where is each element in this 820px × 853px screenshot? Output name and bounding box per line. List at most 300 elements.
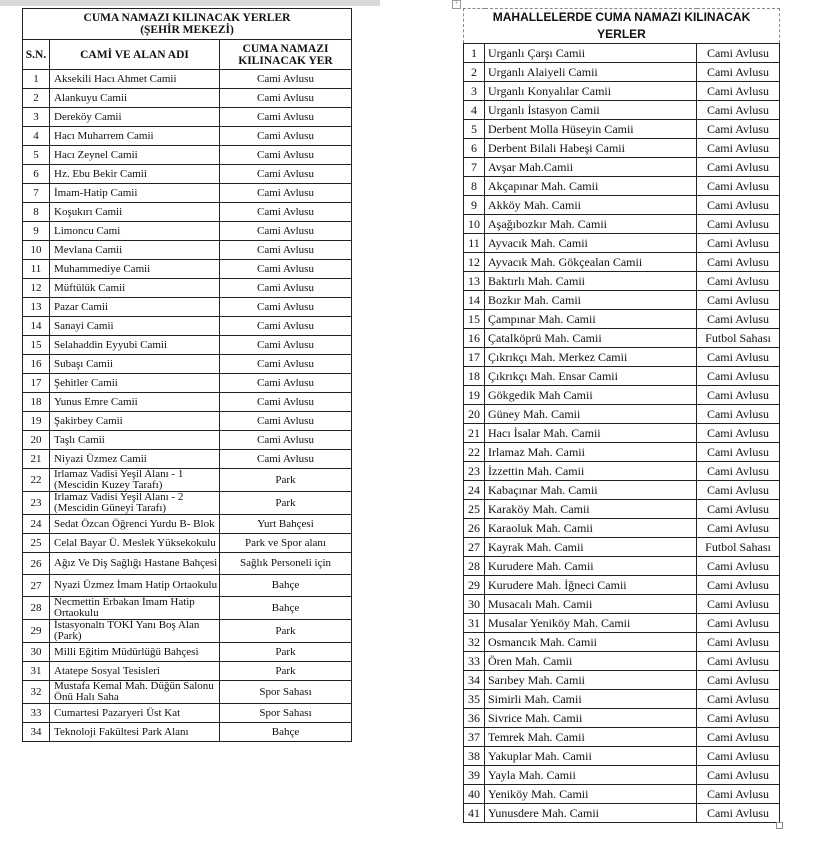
- table-row: [464, 101, 780, 120]
- location-name: Mustafa Kemal Mah. Düğün Salonu Önü Halı Saha: [50, 681, 220, 704]
- location-name: Cumartesi Pazaryeri Üst Kat: [50, 704, 220, 723]
- prayer-place: Cami Avlusu: [697, 500, 780, 519]
- table-row: [23, 127, 352, 146]
- row-number: 5: [23, 146, 50, 165]
- table-row: [23, 279, 352, 298]
- table-row: [23, 241, 352, 260]
- location-name: Yunusdere Mah. Camii: [485, 804, 697, 823]
- row-number: 35: [464, 690, 485, 709]
- row-number: 28: [464, 557, 485, 576]
- location-name: Kabaçınar Mah. Camii: [485, 481, 697, 500]
- table-row: [464, 576, 780, 595]
- right-table-title: [464, 9, 780, 44]
- location-name: İzzettin Mah. Camii: [485, 462, 697, 481]
- prayer-place: Cami Avlusu: [697, 310, 780, 329]
- table-row: [464, 595, 780, 614]
- row-number: 7: [464, 158, 485, 177]
- table-row: [23, 70, 352, 89]
- table-row: [23, 492, 352, 515]
- prayer-place: Cami Avlusu: [697, 177, 780, 196]
- location-name: İmam-Hatip Camii: [50, 184, 220, 203]
- prayer-place: Cami Avlusu: [697, 747, 780, 766]
- table-row: [464, 215, 780, 234]
- prayer-place: Cami Avlusu: [697, 158, 780, 177]
- right-title-line1: MAHALLELERDE CUMA NAMAZI KILINACAK: [492, 10, 751, 24]
- row-number: 18: [464, 367, 485, 386]
- prayer-place: Cami Avlusu: [697, 215, 780, 234]
- prayer-place: Park: [220, 662, 352, 681]
- table-row: [23, 374, 352, 393]
- prayer-place: Cami Avlusu: [220, 355, 352, 374]
- location-name: Hz. Ebu Bekir Camii: [50, 165, 220, 184]
- prayer-place: Cami Avlusu: [697, 63, 780, 82]
- table-row: [23, 336, 352, 355]
- prayer-place: Cami Avlusu: [697, 576, 780, 595]
- prayer-place: Cami Avlusu: [697, 405, 780, 424]
- row-number: 22: [23, 469, 50, 492]
- row-number: 1: [23, 70, 50, 89]
- row-number: 24: [464, 481, 485, 500]
- row-number: 14: [23, 317, 50, 336]
- neighborhood-table: [463, 8, 780, 823]
- location-name: Şakirbey Camii: [50, 412, 220, 431]
- prayer-place: Sağlık Personeli için: [220, 553, 352, 575]
- table-row: [23, 355, 352, 374]
- row-number: 34: [23, 723, 50, 742]
- location-name: Sanayi Camii: [50, 317, 220, 336]
- table-row: [464, 652, 780, 671]
- table-row: [464, 386, 780, 405]
- prayer-place: Cami Avlusu: [220, 184, 352, 203]
- table-row: [23, 108, 352, 127]
- row-number: 5: [464, 120, 485, 139]
- prayer-place: Cami Avlusu: [697, 82, 780, 101]
- location-name: Taşlı Camii: [50, 431, 220, 450]
- prayer-place: Cami Avlusu: [697, 120, 780, 139]
- table-row: [464, 310, 780, 329]
- row-number: 29: [23, 620, 50, 643]
- row-number: 1: [464, 44, 485, 63]
- row-number: 29: [464, 576, 485, 595]
- location-name: Urganlı Konyalılar Camii: [485, 82, 697, 101]
- prayer-place: Cami Avlusu: [697, 234, 780, 253]
- table-row: [464, 272, 780, 291]
- table-row: [464, 690, 780, 709]
- location-name: Ağız Ve Diş Sağlığı Hastane Bahçesi: [50, 553, 220, 575]
- location-name: Kurudere Mah. İğneci Camii: [485, 576, 697, 595]
- table-row: [23, 681, 352, 704]
- table-row: [464, 196, 780, 215]
- prayer-place: Cami Avlusu: [220, 146, 352, 165]
- prayer-place: Cami Avlusu: [220, 450, 352, 469]
- prayer-place: Park: [220, 469, 352, 492]
- row-number: 17: [23, 374, 50, 393]
- row-number: 7: [23, 184, 50, 203]
- header-place: [220, 40, 352, 70]
- prayer-place: Cami Avlusu: [697, 367, 780, 386]
- header-place-line2: KILINACAK YER: [238, 54, 333, 67]
- table-row: [464, 443, 780, 462]
- table-row: [23, 620, 352, 643]
- row-number: 30: [23, 643, 50, 662]
- table-row: [23, 643, 352, 662]
- table-row: [464, 462, 780, 481]
- prayer-place: Bahçe: [220, 723, 352, 742]
- table-row: [23, 393, 352, 412]
- left-title-line1: CUMA NAMAZI KILINACAK YERLER: [83, 12, 291, 24]
- location-name: İstasyonaltı TOKİ Yanı Boş Alan (Park): [50, 620, 220, 643]
- prayer-place: Cami Avlusu: [697, 196, 780, 215]
- prayer-place: Park: [220, 643, 352, 662]
- table-row: [23, 298, 352, 317]
- prayer-place: Cami Avlusu: [697, 519, 780, 538]
- location-name: Yunus Emre Camii: [50, 393, 220, 412]
- table-row: [464, 633, 780, 652]
- prayer-place: Park: [220, 620, 352, 643]
- location-name: Karaoluk Mah. Camii: [485, 519, 697, 538]
- table-row: [464, 234, 780, 253]
- location-name: Ören Mah. Camii: [485, 652, 697, 671]
- table-row: [23, 89, 352, 108]
- prayer-place: Cami Avlusu: [220, 70, 352, 89]
- prayer-place: Cami Avlusu: [697, 671, 780, 690]
- prayer-place: Cami Avlusu: [697, 557, 780, 576]
- location-name: Niyazi Üzmez Camii: [50, 450, 220, 469]
- table-row: [23, 203, 352, 222]
- row-number: 10: [464, 215, 485, 234]
- row-number: 11: [23, 260, 50, 279]
- header-name: CAMİ VE ALAN ADI: [50, 40, 220, 70]
- prayer-place: Cami Avlusu: [697, 424, 780, 443]
- prayer-place: Cami Avlusu: [220, 203, 352, 222]
- prayer-place: Cami Avlusu: [220, 412, 352, 431]
- table-row: [464, 481, 780, 500]
- row-number: 13: [23, 298, 50, 317]
- row-number: 17: [464, 348, 485, 367]
- location-name: Milli Eğitim Müdürlüğü Bahçesi: [50, 643, 220, 662]
- table-row: [464, 253, 780, 272]
- table-row: [23, 597, 352, 620]
- table-row: [464, 82, 780, 101]
- row-number: 32: [23, 681, 50, 704]
- location-name: Sivrice Mah. Camii: [485, 709, 697, 728]
- prayer-place: Cami Avlusu: [697, 139, 780, 158]
- row-number: 8: [464, 177, 485, 196]
- location-name: Derbent Molla Hüseyin Camii: [485, 120, 697, 139]
- row-number: 15: [464, 310, 485, 329]
- prayer-place: Cami Avlusu: [697, 766, 780, 785]
- location-name: Celal Bayar Ü. Meslek Yüksekokulu: [50, 534, 220, 553]
- location-name: Akköy Mah. Camii: [485, 196, 697, 215]
- row-number: 22: [464, 443, 485, 462]
- location-name: Simirli Mah. Camii: [485, 690, 697, 709]
- table-row: [23, 431, 352, 450]
- location-name: Irlamaz Mah. Camii: [485, 443, 697, 462]
- prayer-place: Park ve Spor alanı: [220, 534, 352, 553]
- prayer-place: Cami Avlusu: [697, 690, 780, 709]
- header-sn: S.N.: [23, 40, 50, 70]
- prayer-place: Cami Avlusu: [220, 393, 352, 412]
- table-row: [23, 317, 352, 336]
- location-name: Müftülük Camii: [50, 279, 220, 298]
- row-number: 18: [23, 393, 50, 412]
- location-name: Çampınar Mah. Camii: [485, 310, 697, 329]
- location-name: Sarıbey Mah. Camii: [485, 671, 697, 690]
- location-name: Şehitler Camii: [50, 374, 220, 393]
- location-name: Bozkır Mah. Camii: [485, 291, 697, 310]
- city-center-table: [22, 8, 352, 742]
- location-name: Irlamaz Vadisi Yeşil Alanı - 2 (Mescidin Güneyi Tarafı): [50, 492, 220, 515]
- location-name: Subaşı Camii: [50, 355, 220, 374]
- right-title-line2: YERLER: [597, 27, 646, 41]
- location-name: Ayvacık Mah. Gökçealan Camii: [485, 253, 697, 272]
- prayer-place: Cami Avlusu: [220, 108, 352, 127]
- location-name: Urganlı Alaiyeli Camii: [485, 63, 697, 82]
- table-row: [23, 575, 352, 597]
- row-number: 15: [23, 336, 50, 355]
- location-name: Hacı İsalar Mah. Camii: [485, 424, 697, 443]
- location-name: Ayvacık Mah. Camii: [485, 234, 697, 253]
- table-row: [464, 329, 780, 348]
- location-name: Yakuplar Mah. Camii: [485, 747, 697, 766]
- prayer-place: Cami Avlusu: [697, 253, 780, 272]
- prayer-place: Park: [220, 492, 352, 515]
- table-row: [464, 709, 780, 728]
- location-name: Çatalköprü Mah. Camii: [485, 329, 697, 348]
- row-number: 4: [464, 101, 485, 120]
- location-name: Urganlı Çarşı Camii: [485, 44, 697, 63]
- prayer-place: Cami Avlusu: [220, 298, 352, 317]
- prayer-place: Cami Avlusu: [697, 443, 780, 462]
- location-name: Selahaddin Eyyubi Camii: [50, 336, 220, 355]
- table-row: [23, 469, 352, 492]
- table-row: [23, 723, 352, 742]
- prayer-place: Cami Avlusu: [697, 386, 780, 405]
- prayer-place: Spor Sahası: [220, 704, 352, 723]
- prayer-place: Cami Avlusu: [697, 652, 780, 671]
- table-row: [464, 291, 780, 310]
- location-name: Koşukırı Camii: [50, 203, 220, 222]
- left-title-line2: (ŞEHİR MEKEZİ): [140, 24, 234, 36]
- row-number: 12: [23, 279, 50, 298]
- row-number: 20: [23, 431, 50, 450]
- prayer-place: Cami Avlusu: [697, 728, 780, 747]
- table-row: [464, 728, 780, 747]
- location-name: Aksekili Hacı Ahmet Camii: [50, 70, 220, 89]
- table-row: [464, 367, 780, 386]
- row-number: 31: [464, 614, 485, 633]
- row-number: 27: [23, 575, 50, 597]
- location-name: Atatepe Sosyal Tesisleri: [50, 662, 220, 681]
- row-number: 6: [23, 165, 50, 184]
- row-number: 41: [464, 804, 485, 823]
- prayer-place: Cami Avlusu: [697, 462, 780, 481]
- location-name: Sedat Özcan Öğrenci Yurdu B- Blok: [50, 515, 220, 534]
- row-number: 6: [464, 139, 485, 158]
- location-name: Muhammediye Camii: [50, 260, 220, 279]
- table-row: [464, 747, 780, 766]
- left-table-title: [23, 9, 352, 40]
- left-table-body: [23, 70, 352, 742]
- location-name: Avşar Mah.Camii: [485, 158, 697, 177]
- location-name: Dereköy Camii: [50, 108, 220, 127]
- prayer-place: Cami Avlusu: [697, 633, 780, 652]
- prayer-place: Cami Avlusu: [220, 374, 352, 393]
- table-row: [464, 804, 780, 823]
- location-name: Alankuyu Camii: [50, 89, 220, 108]
- prayer-place: Cami Avlusu: [220, 165, 352, 184]
- row-number: 32: [464, 633, 485, 652]
- table-row: [464, 177, 780, 196]
- row-number: 20: [464, 405, 485, 424]
- location-name: Osmancık Mah. Camii: [485, 633, 697, 652]
- prayer-place: Cami Avlusu: [697, 348, 780, 367]
- prayer-place: Cami Avlusu: [220, 222, 352, 241]
- table-row: [23, 662, 352, 681]
- row-number: 10: [23, 241, 50, 260]
- location-name: Aşağıbozkır Mah. Camii: [485, 215, 697, 234]
- table-move-handle-icon[interactable]: +: [452, 0, 461, 9]
- location-name: Limoncu Cami: [50, 222, 220, 241]
- row-number: 38: [464, 747, 485, 766]
- row-number: 3: [464, 82, 485, 101]
- location-name: Necmettin Erbakan İmam Hatip Ortaokulu: [50, 597, 220, 620]
- prayer-place: Cami Avlusu: [697, 595, 780, 614]
- table-row: [464, 348, 780, 367]
- row-number: 31: [23, 662, 50, 681]
- table-row: [464, 614, 780, 633]
- table-row: [23, 450, 352, 469]
- table-row: [464, 44, 780, 63]
- location-name: Musacalı Mah. Camii: [485, 595, 697, 614]
- right-table-body: [464, 44, 780, 823]
- prayer-place: Cami Avlusu: [697, 101, 780, 120]
- prayer-place: Bahçe: [220, 575, 352, 597]
- header-place-line1: CUMA NAMAZI: [242, 42, 329, 55]
- table-row: [464, 424, 780, 443]
- prayer-place: Cami Avlusu: [220, 241, 352, 260]
- location-name: Hacı Zeynel Camii: [50, 146, 220, 165]
- table-row: [23, 412, 352, 431]
- row-number: 25: [464, 500, 485, 519]
- location-name: Baktırlı Mah. Camii: [485, 272, 697, 291]
- row-number: 13: [464, 272, 485, 291]
- row-number: 37: [464, 728, 485, 747]
- row-number: 14: [464, 291, 485, 310]
- table-row: [23, 165, 352, 184]
- prayer-place: Futbol Sahası: [697, 329, 780, 348]
- prayer-place: Cami Avlusu: [697, 44, 780, 63]
- prayer-place: Cami Avlusu: [697, 785, 780, 804]
- prayer-place: Cami Avlusu: [220, 279, 352, 298]
- location-name: Pazar Camii: [50, 298, 220, 317]
- location-name: Akçapınar Mah. Camii: [485, 177, 697, 196]
- prayer-place: Cami Avlusu: [697, 291, 780, 310]
- table-row: [464, 671, 780, 690]
- prayer-place: Cami Avlusu: [220, 336, 352, 355]
- prayer-place: Bahçe: [220, 597, 352, 620]
- row-number: 33: [464, 652, 485, 671]
- row-number: 19: [23, 412, 50, 431]
- row-number: 28: [23, 597, 50, 620]
- table-row: [23, 704, 352, 723]
- row-number: 34: [464, 671, 485, 690]
- location-name: Karaköy Mah. Camii: [485, 500, 697, 519]
- table-row: [464, 120, 780, 139]
- table-resize-handle-icon[interactable]: [776, 822, 783, 829]
- prayer-place: Cami Avlusu: [220, 317, 352, 336]
- table-row: [464, 766, 780, 785]
- row-number: 16: [464, 329, 485, 348]
- location-name: Mevlana Camii: [50, 241, 220, 260]
- location-name: Musalar Yeniköy Mah. Camii: [485, 614, 697, 633]
- row-number: 9: [23, 222, 50, 241]
- location-name: Irlamaz Vadisi Yeşil Alanı - 1 (Mescidin Kuzey Tarafı): [50, 469, 220, 492]
- prayer-place: Spor Sahası: [220, 681, 352, 704]
- prayer-place: Cami Avlusu: [697, 272, 780, 291]
- table-row: [464, 139, 780, 158]
- row-number: 33: [23, 704, 50, 723]
- prayer-place: Yurt Bahçesi: [220, 515, 352, 534]
- table-row: [23, 146, 352, 165]
- row-number: 19: [464, 386, 485, 405]
- table-row: [464, 405, 780, 424]
- table-row: [464, 538, 780, 557]
- location-name: Teknoloji Fakültesi Park Alanı: [50, 723, 220, 742]
- prayer-place: Futbol Sahası: [697, 538, 780, 557]
- table-row: [23, 184, 352, 203]
- location-name: Kayrak Mah. Camii: [485, 538, 697, 557]
- row-number: 39: [464, 766, 485, 785]
- row-number: 30: [464, 595, 485, 614]
- top-bar-fragment: [0, 0, 380, 6]
- table-row: [464, 500, 780, 519]
- table-row: [464, 785, 780, 804]
- prayer-place: Cami Avlusu: [220, 431, 352, 450]
- row-number: 4: [23, 127, 50, 146]
- location-name: Urganlı İstasyon Camii: [485, 101, 697, 120]
- prayer-place: Cami Avlusu: [220, 127, 352, 146]
- row-number: 11: [464, 234, 485, 253]
- row-number: 26: [464, 519, 485, 538]
- location-name: Çıkrıkçı Mah. Merkez Camii: [485, 348, 697, 367]
- location-name: Kurudere Mah. Camii: [485, 557, 697, 576]
- location-name: Gökgedik Mah Camii: [485, 386, 697, 405]
- location-name: Derbent Bilali Habeşi Camii: [485, 139, 697, 158]
- table-row: [464, 519, 780, 538]
- prayer-place: Cami Avlusu: [697, 804, 780, 823]
- row-number: 2: [464, 63, 485, 82]
- row-number: 12: [464, 253, 485, 272]
- prayer-place: Cami Avlusu: [697, 709, 780, 728]
- row-number: 21: [23, 450, 50, 469]
- prayer-place: Cami Avlusu: [697, 481, 780, 500]
- row-number: 23: [23, 492, 50, 515]
- row-number: 8: [23, 203, 50, 222]
- location-name: Temrek Mah. Camii: [485, 728, 697, 747]
- row-number: 16: [23, 355, 50, 374]
- table-row: [464, 158, 780, 177]
- row-number: 25: [23, 534, 50, 553]
- row-number: 2: [23, 89, 50, 108]
- row-number: 9: [464, 196, 485, 215]
- table-row: [23, 222, 352, 241]
- row-number: 40: [464, 785, 485, 804]
- prayer-place: Cami Avlusu: [697, 614, 780, 633]
- table-row: [464, 557, 780, 576]
- row-number: 21: [464, 424, 485, 443]
- location-name: Yayla Mah. Camii: [485, 766, 697, 785]
